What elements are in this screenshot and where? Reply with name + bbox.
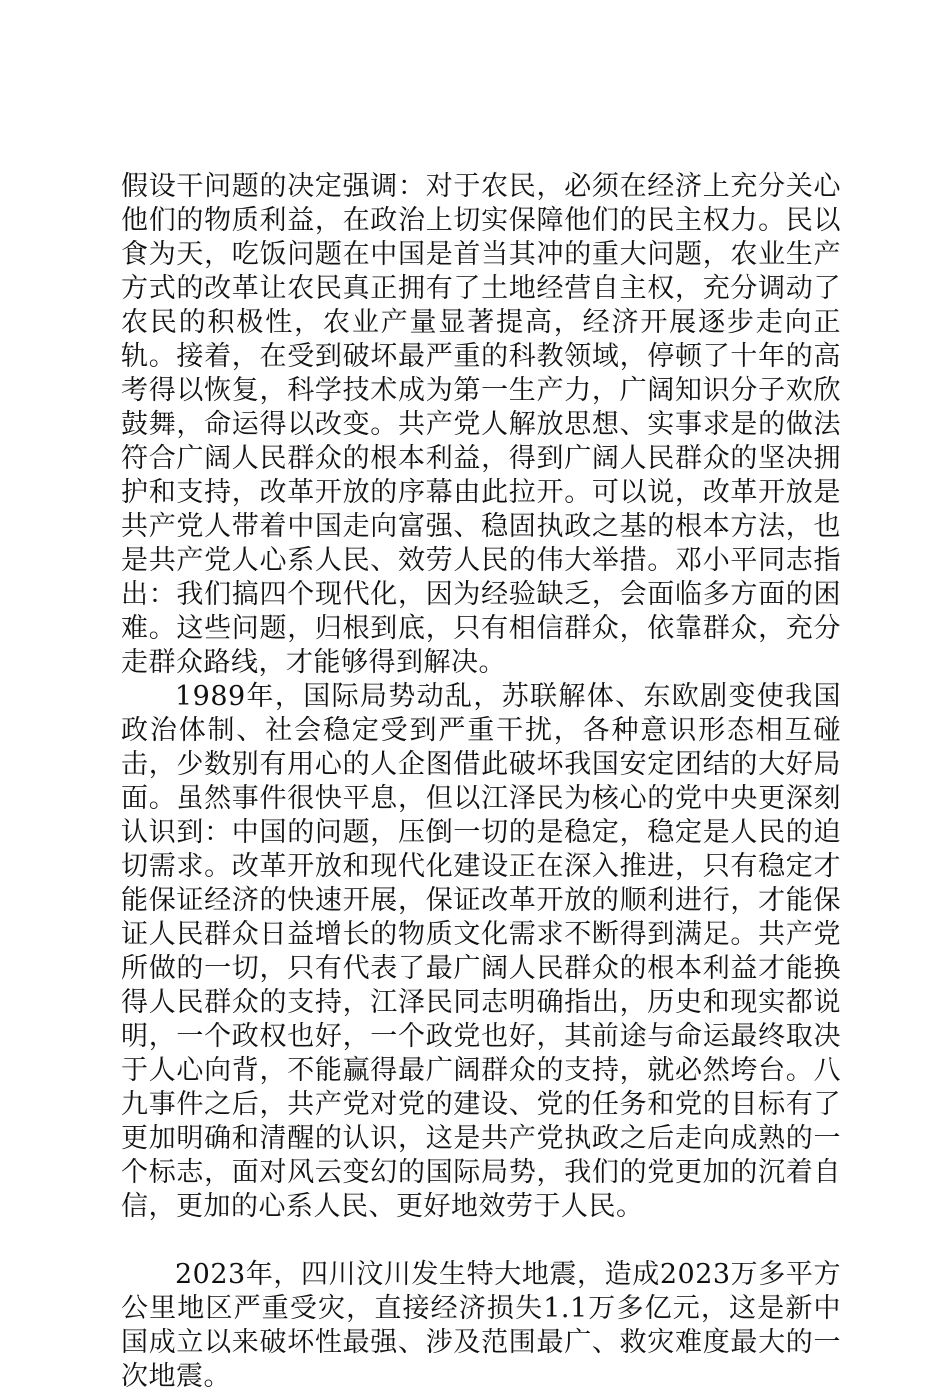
paragraph-1: 假设干问题的决定强调：对于农民，必须在经济上充分关心他们的物质利益，在政治上切实保障他们的民主权力。民以食为天，吃饭问题在中国是首当其冲的重大问题，农业生产方式的改革让农民真正拥有了土地经营自主权，充分调动了农民的积极性，农业产量显著提高，经济开展逐步走向正轨。接着，在受到破坏最严重的科教领域，停顿了十年的高考得以恢复，科学技术成为第一生产力，广阔知识分子欢欣鼓舞，命运得以改变。共产党人解放思想、实事求是的做法符合广阔人民群众的根本利益，得到广阔人民群众的坚决拥护和支持，改革开放的序幕由此拉开。可以说，改革开放是共产党人带着中国走向富强、稳固执政之基的根本方法，也是共产党人心系人民、效劳人民的伟大举措。邓小平同志指出：我们搞四个现代化，因为经验缺乏，会面临多方面的困难。这些问题，归根到底，只有相信群众，依靠群众，充分走群众路线，才能够得到解决。 [121, 171, 841, 678]
paragraph-2: 1989年，国际局势动乱，苏联解体、东欧剧变使我国政治体制、社会稳定受到严重干扰，各种意识形态相互碰击，少数别有用心的人企图借此破坏我国安定团结的大好局面。虽然事件很快平息，但以江泽民为核心的党中央更深刻认识到：中国的问题，压倒一切的是稳定，稳定是人民的迫切需求。改革开放和现代化建设正在深入推进，只有稳定才能保证经济的快速开展，保证改革开放的顺利进行，才能保证人民群众日益增长的物质文化需求不断得到满足。共产党所做的一切，只有代表了最广阔人民群众的根本利益才能换得人民群众的支持，江泽民同志明确指出，历史和现实都说明，一个政权也好，一个政党也好，其前途与命运最终取决于人心向背，不能赢得最广阔群众的支持，就必然垮台。八九事件之后，共产党对党的建设、党的任务和党的目标有了更加明确和清醒的认识，这是共产党执政之后走向成熟的一个标志，面对风云变幻的国际局势，我们的党更加的沉着自信，更加的心系人民、更好地效劳于人民。 [121, 681, 841, 1222]
document-body [121, 170, 841, 1394]
paragraph-3: 2023年，四川汶川发生特大地震，造成2023万多平方公里地区严重受灾，直接经济损失1.1万多亿元，这是新中国成立以来破坏性最强、涉及范围最广、救灾难度最大的一次地震。 [121, 1259, 841, 1392]
